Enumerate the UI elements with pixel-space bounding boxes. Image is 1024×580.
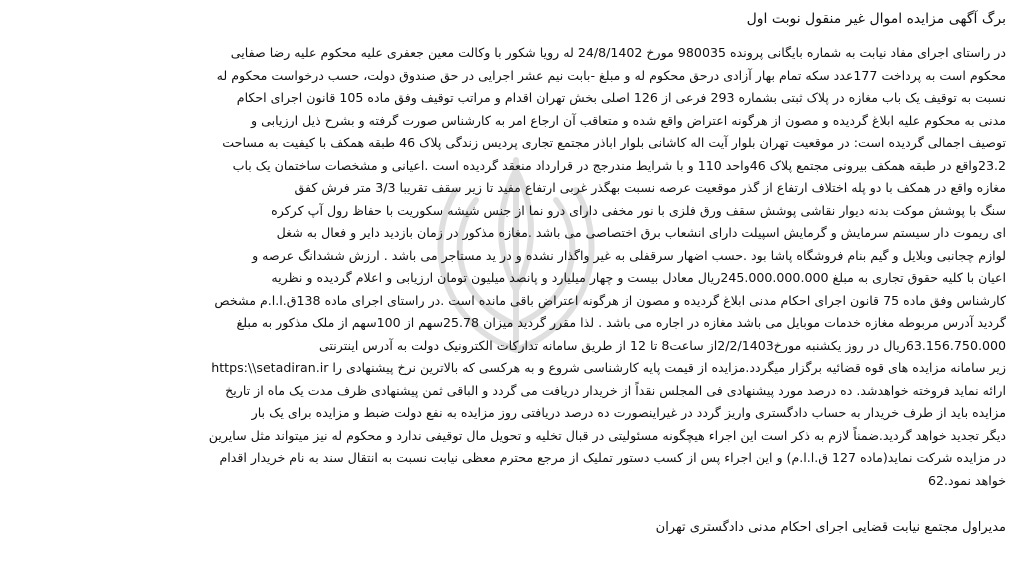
notice-line: گردید آدرس مربوطه مغازه خدمات موبایل می باشد مغازه در اجاره می باشد . لذا مقرر گردید میزان 25.78سهم از 100سهم از ملک مذکور به مبلغ xyxy=(236,315,1006,330)
notice-line: 23.2واقع در طبقه همکف بیرونی مجتمع پلاک 46واحد 110 و با شرایط مندرجج در قرارداد منعقد گردیده است .اعیانی و مشخصات ساختمان یک باب xyxy=(232,157,1006,173)
notice-title: برگ آگهی مزایده اموال غیر منقول نوبت اول xyxy=(746,11,1006,27)
notice-body xyxy=(10,42,1006,492)
notice-line: ارائه نماید فروخته خواهدشد. ده درصد مورد پیشنهادی فی المجلس نقداً از خریدار دریافت می گردد و الباقی ثمن پیشنهادی ظرف مدت یک ماه از تاریخ xyxy=(225,382,1006,398)
notice-line: توصیف اجمالی گردیده است: در موقعیت تهران بلوار آیت اله کاشانی بلوار اباذر مجتمع تجاری پردیس زندگی پلاک 46 طبقه همکف با کیفیت به مساحت xyxy=(222,135,1006,150)
notice-line-text: زیر سامانه مزایده های قوه قضائیه برگزار میگردد.مزایده از قیمت پایه کارشناسی شروع و به هرکسی که بالاترین نرخ پیشنهادی را xyxy=(332,360,1006,375)
notice-line-with-url xyxy=(10,357,1006,380)
notice-line: لوازم چجانبی وبلایل و گیم بنام فروشگاه پاشا بود .حسب اضهار سرقفلی به غیر واگذار نشده و در ید مستاجر می باشد . ارزش ششدانگ عرصه و xyxy=(252,247,1006,263)
notice-line: مدنی به محکوم علیه ابلاغ گردیده و مصون از هرگونه اعتراض واقع شده و متعاقب آن ارجاع امر به کارشناس صورت گرفته و بشرح ذیل ارزیابی و xyxy=(251,112,1006,128)
notice-line: مزایده باید از طرف خریدار به حساب دادگستری واریز گردد در غیراینصورت ده درصد دریافتی روز مزایده به نفع دولت ضبط و مزایده برای یک بار xyxy=(251,405,1006,420)
notice-line: در مزایده شرکت نماید(ماده 127 ق.ا.ا.م) و این اجراء پس از کسب دستور تملیک از مرجع محترم معظی نیابت نسبت به انتقال سند به نام خریدار اقدام xyxy=(219,450,1006,465)
notice-line: محکوم است به پرداخت 177عدد سکه تمام بهار آزادی درحق محکوم له و مبلغ -بابت نیم عشر اجرایی در حق صندوق دولت، حسب درخواست محکوم له xyxy=(216,67,1006,83)
notice-line: مغازه واقع در همکف با دو پله اختلاف ارتفاع از گذر موقعیت عرصه نسبت بهگذر غربی ارتفاع مفید تا زیر سقف تقریبا 3/3 متر فرش کفق xyxy=(294,180,1006,195)
notice-line: در راستای اجرای مفاد نیابت به شماره بایگانی پرونده 980035 مورخ 24/8/1402 له رویا شکور با وکالت معین جعفری علیه محکوم علیه رضا صفایی xyxy=(230,45,1006,60)
notice-line: ای ریموت دار سیستم سرمایش و گرمایش اسپیلت دارای انشعاب برق اختصاصی می باشد .مغازه مذکور در زمان بازدید دایر و فعال به شغل xyxy=(276,225,1006,240)
notice-line: 63.156.750.000ریال در روز یکشنبه مورخ2/2/1403از ساعت8 تا 12 از طریق سامانه تدارکات الکترونیک دولت به آدرس اینترنتی xyxy=(318,337,1006,353)
notice-line: اعیان با کلیه حقوق تجاری به مبلغ 245.000.000.000ریال معادل بیست و چهار میلیارد و پانصد میلیون تومان ارزیابی و اعلام گردیده و نظریه xyxy=(271,270,1006,285)
notice-line: نسبت به توقیف یک باب مغازه در پلاک ثبتی بشماره 293 فرعی از 126 اصلی بخش تهران اقدام و مراتب توقیف وفق ماده 105 قانون اجرای احکام xyxy=(236,90,1006,105)
notice-line: کارشناس وفق ماده 75 قانون اجرای احکام مدنی ابلاغ گردیده و مصون از هرگونه اعتراض باقی مانده است .در راستای اجرای ماده 138ق.ا.ا.م مشخص xyxy=(214,292,1006,308)
notice-line: خواهد نمود.62 xyxy=(928,472,1006,488)
notice-line: سنگ با پوشش موکت بدنه دیوار نقاشی پوشش سقف ورق فلزی با نور مخفی دارای درو نما از جنس شیشه سکوریت با حفاظ رول آپ کرکره xyxy=(271,202,1006,218)
notice-line: دیگر تجدید خواهد گردید.ضمناً لازم به ذکر است این اجراء هیچگونه مسئولیتی در قبال تخلیه و تحویل مال توقیفی ندارد و محکوم له نیز میتواند مثل سایرین xyxy=(208,427,1006,443)
notice-signature: مدیراول مجتمع نیابت قضایی اجرای احکام مدنی دادگستری تهران xyxy=(655,520,1006,535)
setadiran-url-link[interactable]: https:\\setadiran.ir xyxy=(211,360,329,375)
